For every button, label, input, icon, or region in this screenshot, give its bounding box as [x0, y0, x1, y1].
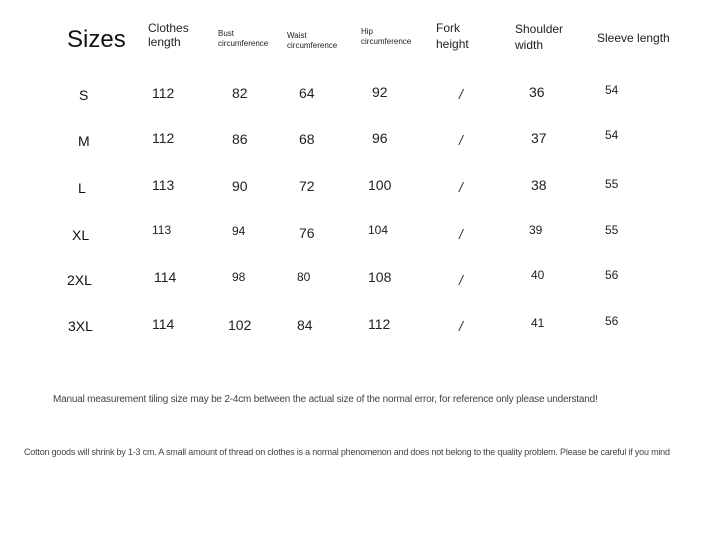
fork-height-value: / [459, 179, 463, 195]
sizes-header: Sizes [67, 26, 126, 53]
shoulder-width-value: 38 [531, 177, 547, 193]
size-label: 3XL [68, 318, 93, 334]
hip-value: 100 [368, 177, 392, 193]
fork-height-value: / [459, 226, 463, 242]
shoulder-width-value: 41 [531, 316, 545, 330]
bust-value: 86 [232, 131, 248, 147]
hip-value: 92 [372, 84, 388, 100]
waist-value: 68 [299, 131, 315, 147]
shoulder-width-value: 39 [529, 223, 543, 237]
hip-value: 112 [368, 316, 391, 332]
size-label: L [78, 180, 86, 196]
sleeve-length-header: Sleeve length [597, 31, 670, 45]
fork-height-header: Fork height [436, 21, 469, 51]
sleeve-length-value: 55 [605, 223, 619, 237]
size-label: XL [72, 227, 90, 243]
waist-value: 72 [299, 178, 315, 194]
shrink-note: Cotton goods will shrink by 1-3 cm. A small amount of thread on clothes is a normal phenomenon and does not belong to the quality problem. Please be careful if you mind [24, 447, 670, 457]
clothes-length-value: 113 [152, 177, 175, 193]
bust-value: 98 [232, 270, 246, 284]
fork-height-value: / [459, 86, 463, 102]
waist-value: 64 [299, 85, 315, 101]
hip-value: 104 [368, 223, 389, 237]
size-label: 2XL [67, 272, 92, 288]
bust-header: Bust circumference [218, 29, 269, 48]
shoulder-width-value: 40 [531, 268, 545, 282]
clothes-length-value: 114 [152, 316, 175, 332]
fork-height-value: / [459, 132, 463, 148]
size-label: M [78, 133, 90, 149]
bust-value: 90 [232, 178, 248, 194]
sleeve-length-value: 56 [605, 268, 619, 282]
fork-height-value: / [459, 318, 463, 334]
waist-value: 80 [297, 270, 311, 284]
sleeve-length-value: 55 [605, 177, 619, 191]
hip-value: 96 [372, 130, 388, 146]
bust-value: 94 [232, 224, 246, 238]
waist-value: 76 [299, 225, 315, 241]
measurement-note: Manual measurement tiling size may be 2-4cm between the actual size of the normal error, for reference only please understand! [53, 394, 598, 405]
waist-value: 84 [297, 317, 313, 333]
bust-value: 82 [232, 85, 248, 101]
clothes-length-value: 114 [154, 269, 177, 285]
sleeve-length-value: 54 [605, 83, 619, 97]
clothes-length-value: 113 [152, 223, 172, 237]
clothes-length-header: Clothes length [148, 21, 189, 49]
shoulder-width-value: 37 [531, 130, 547, 146]
waist-header: Waist circumference [287, 31, 338, 50]
hip-value: 108 [368, 269, 392, 285]
hip-header: Hip circumference [361, 27, 412, 46]
sleeve-length-value: 54 [605, 128, 619, 142]
clothes-length-value: 112 [152, 85, 175, 101]
shoulder-width-header: Shoulder width [515, 22, 564, 52]
size-label: S [79, 87, 89, 103]
clothes-length-value: 112 [152, 130, 175, 146]
fork-height-value: / [459, 272, 463, 288]
sleeve-length-value: 56 [605, 314, 619, 328]
shoulder-width-value: 36 [529, 84, 545, 100]
bust-value: 102 [228, 317, 252, 333]
